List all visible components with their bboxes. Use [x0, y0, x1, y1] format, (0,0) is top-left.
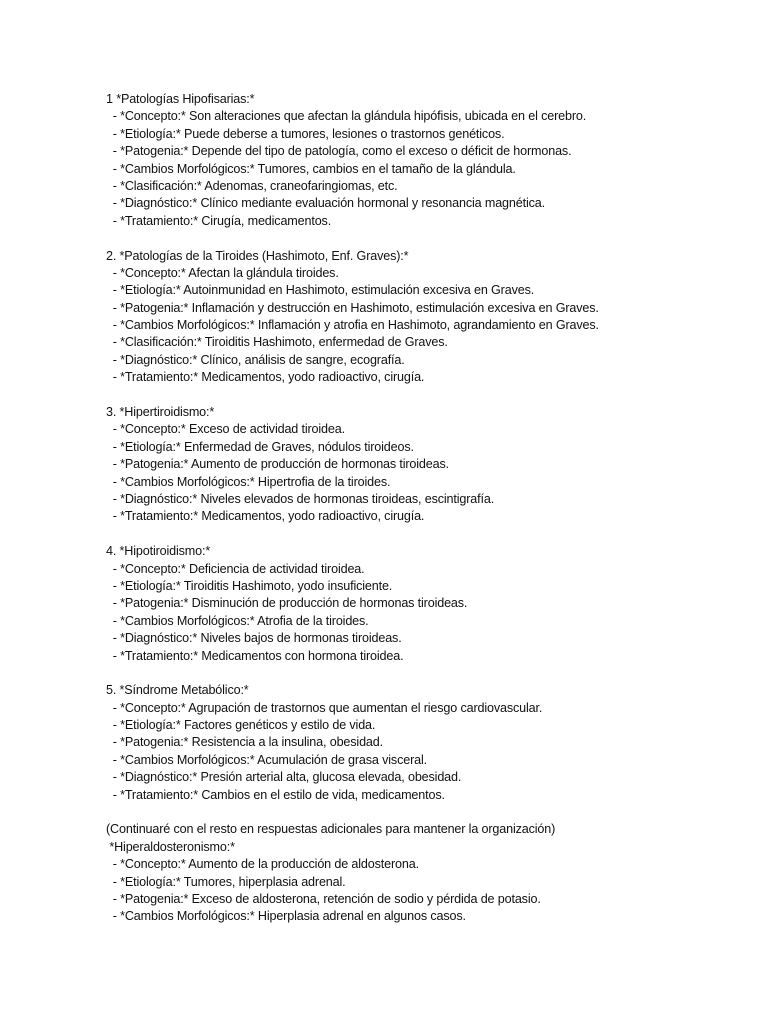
section-hyperthyroidism [106, 404, 746, 526]
detail-line: - *Diagnóstico:* Niveles bajos de hormonas tiroideas. [106, 631, 402, 646]
detail-line: - *Concepto:* Agrupación de trastornos que aumentan el riesgo cardiovascular. [106, 700, 543, 715]
detail-line: - *Diagnóstico:* Clínico, análisis de sangre, ecografía. [106, 352, 405, 367]
section-gap [106, 804, 746, 821]
detail-line: - *Etiología:* Tiroiditis Hashimoto, yodo insuficiente. [106, 578, 393, 593]
section-hyperaldosteronism [106, 821, 746, 925]
section-heading: 3. *Hipertiroidismo:* [106, 405, 215, 420]
detail-line: - *Etiología:* Tumores, hiperplasia adrenal. [106, 874, 346, 889]
detail-line: - *Cambios Morfológicos:* Hiperplasia adrenal en algunos casos. [106, 909, 466, 924]
detail-line: - *Concepto:* Afectan la glándula tiroides. [106, 265, 339, 280]
detail-line: - *Concepto:* Exceso de actividad tiroidea. [106, 422, 345, 437]
detail-line: - *Patogenia:* Aumento de producción de hormonas tiroideas. [106, 457, 449, 472]
section-hypothyroidism [106, 543, 746, 665]
section-pituitary-pathologies [106, 91, 746, 230]
section-metabolic-syndrome [106, 682, 746, 804]
detail-line: - *Tratamiento:* Medicamentos, yodo radioactivo, cirugía. [106, 509, 425, 524]
detail-line: - *Concepto:* Deficiencia de actividad tiroidea. [106, 561, 365, 576]
detail-line: - *Diagnóstico:* Clínico mediante evaluación hormonal y resonancia magnética. [106, 196, 545, 211]
detail-line: - *Etiología:* Autoinmunidad en Hashimoto, estimulación excesiva en Graves. [106, 283, 535, 298]
detail-line: - *Cambios Morfológicos:* Tumores, cambios en el tamaño de la glándula. [106, 161, 516, 176]
detail-line: - *Clasificación:* Tiroiditis Hashimoto, enfermedad de Graves. [106, 335, 448, 350]
detail-line: - *Tratamiento:* Cambios en el estilo de vida, medicamentos. [106, 787, 445, 802]
detail-line: - *Patogenia:* Inflamación y destrucción en Hashimoto, estimulación excesiva en Graves. [106, 300, 599, 315]
section-gap [106, 230, 746, 247]
detail-line: - *Diagnóstico:* Niveles elevados de hormonas tiroideas, escintigrafía. [106, 491, 495, 506]
detail-line: - *Tratamiento:* Cirugía, medicamentos. [106, 213, 332, 228]
detail-line: - *Cambios Morfológicos:* Hipertrofia de la tiroides. [106, 474, 391, 489]
continuation-note: (Continuaré con el resto en respuestas adicionales para mantener la organización) [106, 822, 556, 837]
detail-line: - *Tratamiento:* Medicamentos con hormona tiroidea. [106, 648, 404, 663]
section-gap [106, 526, 746, 543]
detail-line: - *Cambios Morfológicos:* Atrofia de la tiroides. [106, 613, 369, 628]
detail-line: - *Concepto:* Aumento de la producción de aldosterona. [106, 857, 419, 872]
detail-line: - *Patogenia:* Depende del tipo de patología, como el exceso o déficit de hormonas. [106, 144, 572, 159]
section-heading: 5. *Síndrome Metabólico:* [106, 683, 249, 698]
detail-line: - *Diagnóstico:* Presión arterial alta, glucosa elevada, obesidad. [106, 770, 462, 785]
document-body [106, 91, 746, 926]
detail-line: - *Patogenia:* Disminución de producción de hormonas tiroideas. [106, 596, 468, 611]
detail-line: - *Patogenia:* Resistencia a la insulina, obesidad. [106, 735, 383, 750]
detail-line: - *Clasificación:* Adenomas, craneofaringiomas, etc. [106, 178, 398, 193]
section-heading: *Hiperaldosteronismo:* [106, 839, 235, 854]
detail-line: - *Cambios Morfológicos:* Inflamación y atrofia en Hashimoto, agrandamiento en Graves. [106, 318, 599, 333]
detail-line: - *Patogenia:* Exceso de aldosterona, retención de sodio y pérdida de potasio. [106, 891, 541, 906]
detail-line: - *Cambios Morfológicos:* Acumulación de grasa visceral. [106, 752, 427, 767]
detail-line: - *Etiología:* Factores genéticos y estilo de vida. [106, 718, 376, 733]
section-heading: 4. *Hipotiroidismo:* [106, 544, 211, 559]
section-heading: 1 *Patologías Hipofisarias:* [106, 92, 255, 106]
detail-line: - *Etiología:* Enfermedad de Graves, nódulos tiroideos. [106, 439, 414, 454]
detail-line: - *Concepto:* Son alteraciones que afectan la glándula hipófisis, ubicada en el cerebro. [106, 109, 587, 124]
section-heading: 2. *Patologías de la Tiroides (Hashimoto, Enf. Graves):* [106, 248, 409, 263]
detail-line: - *Etiología:* Puede deberse a tumores, lesiones o trastornos genéticos. [106, 126, 505, 141]
section-thyroid-pathologies [106, 248, 746, 387]
detail-line: - *Tratamiento:* Medicamentos, yodo radioactivo, cirugía. [106, 370, 425, 385]
section-gap [106, 387, 746, 404]
section-gap [106, 665, 746, 682]
